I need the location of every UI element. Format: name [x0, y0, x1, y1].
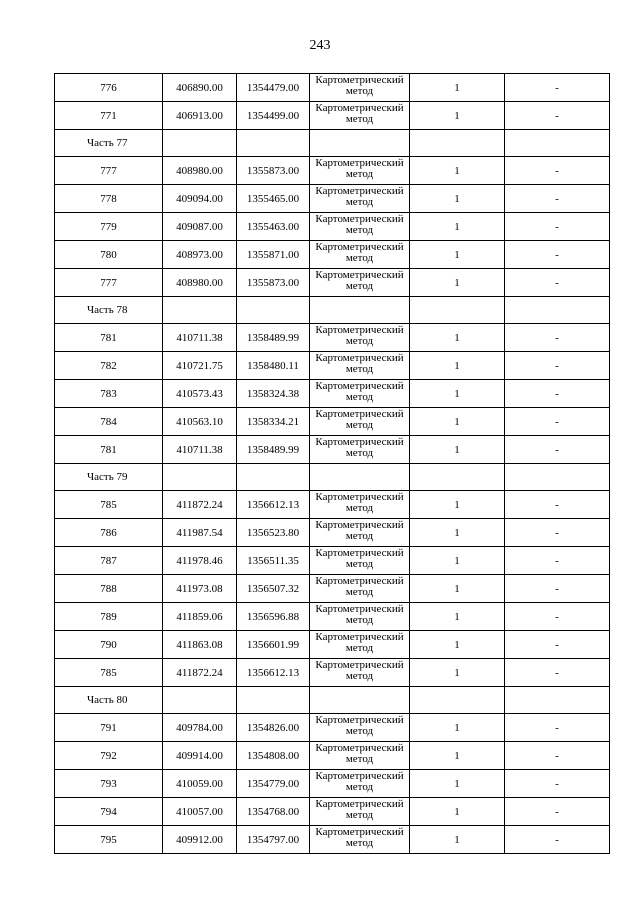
accuracy-cell: 1 — [410, 102, 505, 130]
x-coordinate-cell: 410711.38 — [163, 436, 237, 464]
table-row — [55, 575, 610, 603]
x-coordinate-cell: 410057.00 — [163, 798, 237, 826]
table-row — [55, 742, 610, 770]
y-coordinate-cell: 1354768.00 — [237, 798, 310, 826]
accuracy-cell: 1 — [410, 213, 505, 241]
point-number-cell: 792 — [55, 742, 163, 770]
point-number-cell: 781 — [55, 324, 163, 352]
x-coordinate-cell: 410573.43 — [163, 380, 237, 408]
empty-cell — [410, 297, 505, 324]
point-number-cell: 777 — [55, 157, 163, 185]
note-cell: - — [505, 185, 610, 213]
point-number-cell: 789 — [55, 603, 163, 631]
method-cell: Картометрический метод — [310, 436, 410, 464]
accuracy-cell: 1 — [410, 826, 505, 854]
method-cell: Картометрический метод — [310, 408, 410, 436]
y-coordinate-cell: 1354826.00 — [237, 714, 310, 742]
empty-cell — [410, 687, 505, 714]
accuracy-cell: 1 — [410, 714, 505, 742]
empty-cell — [410, 130, 505, 157]
note-cell: - — [505, 603, 610, 631]
x-coordinate-cell: 411872.24 — [163, 491, 237, 519]
note-cell: - — [505, 826, 610, 854]
method-cell: Картометрический метод — [310, 575, 410, 603]
accuracy-cell: 1 — [410, 631, 505, 659]
point-number-cell: 776 — [55, 74, 163, 102]
y-coordinate-cell: 1356612.13 — [237, 659, 310, 687]
y-coordinate-cell: 1355463.00 — [237, 213, 310, 241]
note-cell: - — [505, 213, 610, 241]
part-label: Часть 80 — [55, 687, 163, 714]
accuracy-cell: 1 — [410, 380, 505, 408]
table-row — [55, 241, 610, 269]
x-coordinate-cell: 408980.00 — [163, 269, 237, 297]
accuracy-cell: 1 — [410, 547, 505, 575]
point-number-cell: 794 — [55, 798, 163, 826]
y-coordinate-cell: 1356612.13 — [237, 491, 310, 519]
empty-cell — [237, 687, 310, 714]
x-coordinate-cell: 409094.00 — [163, 185, 237, 213]
y-coordinate-cell: 1358480.11 — [237, 352, 310, 380]
x-coordinate-cell: 408980.00 — [163, 157, 237, 185]
empty-cell — [310, 464, 410, 491]
y-coordinate-cell: 1354797.00 — [237, 826, 310, 854]
accuracy-cell: 1 — [410, 491, 505, 519]
y-coordinate-cell: 1355873.00 — [237, 269, 310, 297]
note-cell: - — [505, 770, 610, 798]
y-coordinate-cell: 1356511.35 — [237, 547, 310, 575]
accuracy-cell: 1 — [410, 519, 505, 547]
accuracy-cell: 1 — [410, 742, 505, 770]
point-number-cell: 793 — [55, 770, 163, 798]
note-cell: - — [505, 324, 610, 352]
method-cell: Картометрический метод — [310, 631, 410, 659]
point-number-cell: 785 — [55, 659, 163, 687]
y-coordinate-cell: 1358489.99 — [237, 324, 310, 352]
empty-cell — [310, 297, 410, 324]
point-number-cell: 778 — [55, 185, 163, 213]
empty-cell — [163, 464, 237, 491]
accuracy-cell: 1 — [410, 798, 505, 826]
empty-cell — [505, 297, 610, 324]
table-row — [55, 185, 610, 213]
point-number-cell: 777 — [55, 269, 163, 297]
coordinates-table — [54, 73, 610, 854]
method-cell: Картометрический метод — [310, 102, 410, 130]
point-number-cell: 785 — [55, 491, 163, 519]
part-label: Часть 77 — [55, 130, 163, 157]
method-cell: Картометрический метод — [310, 491, 410, 519]
x-coordinate-cell: 409784.00 — [163, 714, 237, 742]
y-coordinate-cell: 1355465.00 — [237, 185, 310, 213]
table-row — [55, 631, 610, 659]
accuracy-cell: 1 — [410, 324, 505, 352]
method-cell: Картометрический метод — [310, 826, 410, 854]
table-row — [55, 714, 610, 742]
x-coordinate-cell: 410563.10 — [163, 408, 237, 436]
point-number-cell: 786 — [55, 519, 163, 547]
note-cell: - — [505, 714, 610, 742]
x-coordinate-cell: 408973.00 — [163, 241, 237, 269]
table-row — [55, 603, 610, 631]
x-coordinate-cell: 411987.54 — [163, 519, 237, 547]
table-row — [55, 352, 610, 380]
page-number: 243 — [309, 38, 331, 53]
empty-cell — [163, 130, 237, 157]
note-cell: - — [505, 74, 610, 102]
point-number-cell: 790 — [55, 631, 163, 659]
table-row — [55, 491, 610, 519]
point-number-cell: 781 — [55, 436, 163, 464]
empty-cell — [310, 687, 410, 714]
note-cell: - — [505, 659, 610, 687]
method-cell: Картометрический метод — [310, 770, 410, 798]
point-number-cell: 788 — [55, 575, 163, 603]
note-cell: - — [505, 436, 610, 464]
y-coordinate-cell: 1356601.99 — [237, 631, 310, 659]
empty-cell — [237, 130, 310, 157]
method-cell: Картометрический метод — [310, 547, 410, 575]
method-cell: Картометрический метод — [310, 519, 410, 547]
table-row — [55, 380, 610, 408]
note-cell: - — [505, 547, 610, 575]
note-cell: - — [505, 380, 610, 408]
y-coordinate-cell: 1354808.00 — [237, 742, 310, 770]
note-cell: - — [505, 631, 610, 659]
method-cell: Картометрический метод — [310, 742, 410, 770]
method-cell: Картометрический метод — [310, 74, 410, 102]
y-coordinate-cell: 1354499.00 — [237, 102, 310, 130]
table-row — [55, 74, 610, 102]
method-cell: Картометрический метод — [310, 352, 410, 380]
y-coordinate-cell: 1354779.00 — [237, 770, 310, 798]
accuracy-cell: 1 — [410, 575, 505, 603]
method-cell: Картометрический метод — [310, 380, 410, 408]
point-number-cell: 780 — [55, 241, 163, 269]
method-cell: Картометрический метод — [310, 213, 410, 241]
note-cell: - — [505, 798, 610, 826]
accuracy-cell: 1 — [410, 269, 505, 297]
part-header-row — [55, 130, 610, 157]
x-coordinate-cell: 411859.06 — [163, 603, 237, 631]
note-cell: - — [505, 269, 610, 297]
point-number-cell: 771 — [55, 102, 163, 130]
table-row — [55, 436, 610, 464]
table-row — [55, 519, 610, 547]
empty-cell — [237, 297, 310, 324]
empty-cell — [410, 464, 505, 491]
table-row — [55, 547, 610, 575]
note-cell: - — [505, 241, 610, 269]
accuracy-cell: 1 — [410, 157, 505, 185]
accuracy-cell: 1 — [410, 770, 505, 798]
method-cell: Картометрический метод — [310, 659, 410, 687]
empty-cell — [505, 464, 610, 491]
empty-cell — [505, 130, 610, 157]
x-coordinate-cell: 406890.00 — [163, 74, 237, 102]
x-coordinate-cell: 410711.38 — [163, 324, 237, 352]
y-coordinate-cell: 1354479.00 — [237, 74, 310, 102]
table-row — [55, 269, 610, 297]
point-number-cell: 795 — [55, 826, 163, 854]
empty-cell — [310, 130, 410, 157]
table-row — [55, 798, 610, 826]
y-coordinate-cell: 1358334.21 — [237, 408, 310, 436]
accuracy-cell: 1 — [410, 352, 505, 380]
accuracy-cell: 1 — [410, 659, 505, 687]
part-header-row — [55, 297, 610, 324]
accuracy-cell: 1 — [410, 185, 505, 213]
y-coordinate-cell: 1356523.80 — [237, 519, 310, 547]
table-row — [55, 102, 610, 130]
y-coordinate-cell: 1356596.88 — [237, 603, 310, 631]
note-cell: - — [505, 102, 610, 130]
x-coordinate-cell: 411973.08 — [163, 575, 237, 603]
coordinates-table-body — [55, 74, 610, 854]
accuracy-cell: 1 — [410, 408, 505, 436]
x-coordinate-cell: 409914.00 — [163, 742, 237, 770]
part-header-row — [55, 687, 610, 714]
accuracy-cell: 1 — [410, 74, 505, 102]
empty-cell — [163, 297, 237, 324]
x-coordinate-cell: 411978.46 — [163, 547, 237, 575]
table-row — [55, 659, 610, 687]
method-cell: Картометрический метод — [310, 269, 410, 297]
y-coordinate-cell: 1358324.38 — [237, 380, 310, 408]
x-coordinate-cell: 411863.08 — [163, 631, 237, 659]
method-cell: Картометрический метод — [310, 714, 410, 742]
accuracy-cell: 1 — [410, 436, 505, 464]
x-coordinate-cell: 409087.00 — [163, 213, 237, 241]
point-number-cell: 782 — [55, 352, 163, 380]
part-header-row — [55, 464, 610, 491]
table-row — [55, 213, 610, 241]
note-cell: - — [505, 575, 610, 603]
note-cell: - — [505, 519, 610, 547]
y-coordinate-cell: 1356507.32 — [237, 575, 310, 603]
x-coordinate-cell: 410721.75 — [163, 352, 237, 380]
point-number-cell: 779 — [55, 213, 163, 241]
y-coordinate-cell: 1355871.00 — [237, 241, 310, 269]
note-cell: - — [505, 491, 610, 519]
note-cell: - — [505, 408, 610, 436]
method-cell: Картометрический метод — [310, 241, 410, 269]
x-coordinate-cell: 409912.00 — [163, 826, 237, 854]
accuracy-cell: 1 — [410, 603, 505, 631]
part-label: Часть 78 — [55, 297, 163, 324]
table-row — [55, 770, 610, 798]
method-cell: Картометрический метод — [310, 324, 410, 352]
table-row — [55, 408, 610, 436]
part-label: Часть 79 — [55, 464, 163, 491]
point-number-cell: 784 — [55, 408, 163, 436]
note-cell: - — [505, 352, 610, 380]
point-number-cell: 783 — [55, 380, 163, 408]
method-cell: Картометрический метод — [310, 185, 410, 213]
empty-cell — [237, 464, 310, 491]
y-coordinate-cell: 1358489.99 — [237, 436, 310, 464]
y-coordinate-cell: 1355873.00 — [237, 157, 310, 185]
note-cell: - — [505, 157, 610, 185]
method-cell: Картометрический метод — [310, 157, 410, 185]
empty-cell — [163, 687, 237, 714]
note-cell: - — [505, 742, 610, 770]
x-coordinate-cell: 411872.24 — [163, 659, 237, 687]
table-row — [55, 157, 610, 185]
method-cell: Картометрический метод — [310, 798, 410, 826]
table-row — [55, 826, 610, 854]
empty-cell — [505, 687, 610, 714]
point-number-cell: 787 — [55, 547, 163, 575]
table-row — [55, 324, 610, 352]
method-cell: Картометрический метод — [310, 603, 410, 631]
x-coordinate-cell: 406913.00 — [163, 102, 237, 130]
point-number-cell: 791 — [55, 714, 163, 742]
accuracy-cell: 1 — [410, 241, 505, 269]
x-coordinate-cell: 410059.00 — [163, 770, 237, 798]
